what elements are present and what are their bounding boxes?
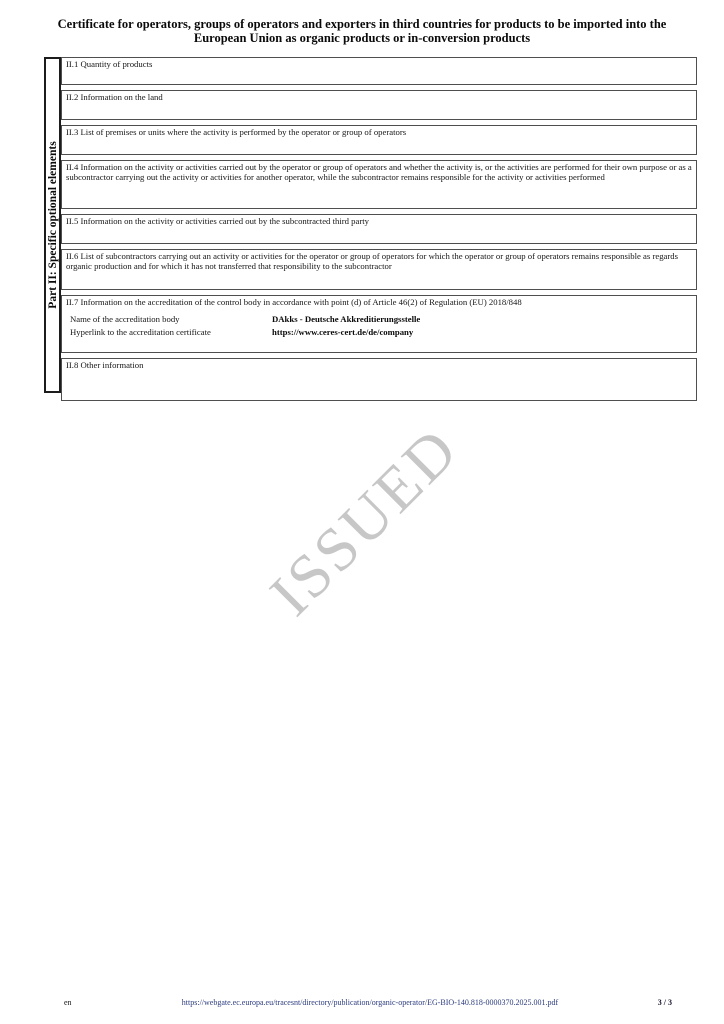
page-title: Certificate for operators, groups of operators and exporters in third countries for products to be imported into the European Union as organic products or in-conversion products <box>57 17 667 45</box>
row-ii7-text: II.7 Information on the accreditation of the control body in accordance with point (d) of Article 46(2) of Regulation (EU) 2018/848 <box>66 297 522 307</box>
row-ii1-text: II.1 Quantity of products <box>66 59 153 69</box>
row-ii3-list-of-premises <box>61 125 697 155</box>
row-ii5-text: II.5 Information on the activity or activities carried out by the subcontracted third party <box>66 216 369 226</box>
accreditation-name-line <box>66 313 692 326</box>
accreditation-hyperlink-value: https://www.ceres-cert.de/de/company <box>272 326 414 337</box>
part-ii-label-box <box>44 57 61 393</box>
row-ii8-text: II.8 Other information <box>66 360 144 370</box>
footer-page-number: 3 / 3 <box>657 998 672 1007</box>
row-ii4-activity-information <box>61 160 697 209</box>
footer-language-code: en <box>64 998 72 1007</box>
issued-watermark: ISSUED <box>257 414 472 629</box>
row-ii6-list-of-subcontractors <box>61 249 697 290</box>
accreditation-hyperlink-line <box>66 326 692 339</box>
accreditation-hyperlink-label: Hyperlink to the accreditation certificate <box>70 326 211 337</box>
page-footer <box>0 997 724 1011</box>
row-ii5-subcontracted-activity <box>61 214 697 244</box>
certificate-rows <box>61 57 697 401</box>
row-ii1-quantity-of-products <box>61 57 697 85</box>
footer-document-url-link[interactable]: https://webgate.ec.europa.eu/tracesnt/directory/publication/organic-operator/EG-BIO-140.818-0000370.2025.001.pdf <box>181 998 559 1007</box>
accreditation-name-label: Name of the accreditation body <box>70 313 180 324</box>
row-ii8-other-information <box>61 358 697 401</box>
row-ii4-text: II.4 Information on the activity or activities carried out by the operator or group of operators and whether the activity is, or the activities are performed for their own purpose or as a subcontractor carrying out the activity or activities for another operator, while the subcontractor remains responsible for the activity or activities performed <box>66 162 692 182</box>
part-ii-label: Part II: Specific optional elements <box>46 141 59 309</box>
row-ii6-text: II.6 List of subcontractors carrying out an activity or activities for the operator or group of operators for which the operator or group of operators remains responsible as regards organic production and for which it has not transferred that responsibility to the subcontractor <box>66 251 679 271</box>
row-ii2-information-on-land <box>61 90 697 120</box>
accreditation-name-value: DAkks - Deutsche Akkreditierungsstelle <box>272 313 421 324</box>
accreditation-details <box>66 313 692 339</box>
row-ii7-accreditation-information <box>61 295 697 353</box>
row-ii2-text: II.2 Information on the land <box>66 92 163 102</box>
row-ii3-text: II.3 List of premises or units where the activity is performed by the operator or group of operators <box>66 127 407 137</box>
